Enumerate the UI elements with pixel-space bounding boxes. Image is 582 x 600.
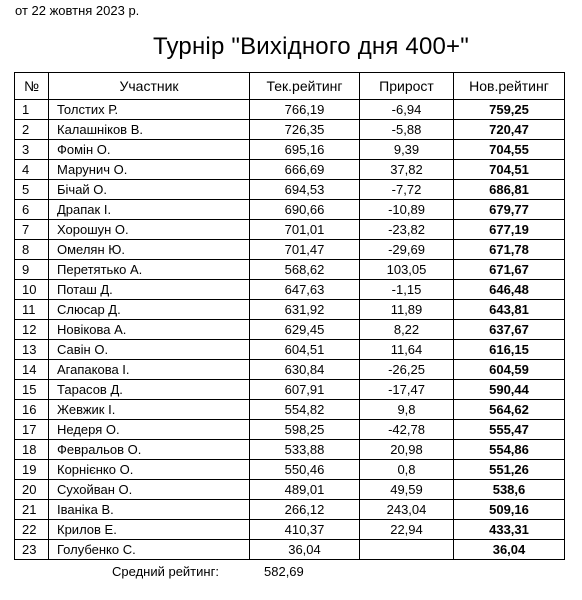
cell-increase: -26,25 [360,360,454,380]
cell-current-rating: 630,84 [250,360,360,380]
cell-current-rating: 36,04 [250,540,360,560]
cell-new-rating: 677,19 [454,220,565,240]
cell-current-rating: 554,82 [250,400,360,420]
table-row [15,160,565,180]
cell-increase: 243,04 [360,500,454,520]
cell-current-rating: 647,63 [250,280,360,300]
cell-number: 18 [15,440,49,460]
cell-participant: Іваніка В. [49,500,250,520]
cell-current-rating: 604,51 [250,340,360,360]
table-row [15,120,565,140]
cell-increase: 22,94 [360,520,454,540]
cell-participant: Драпак І. [49,200,250,220]
cell-increase: 37,82 [360,160,454,180]
cell-participant: Тарасов Д. [49,380,250,400]
cell-participant: Сухойван О. [49,480,250,500]
cell-current-rating: 701,47 [250,240,360,260]
table-row [15,400,565,420]
cell-new-rating: 590,44 [454,380,565,400]
cell-participant: Февральов О. [49,440,250,460]
cell-new-rating: 686,81 [454,180,565,200]
table-row [15,360,565,380]
table-row [15,480,565,500]
average-rating-label: Средний рейтинг: [112,564,219,579]
cell-number: 7 [15,220,49,240]
cell-current-rating: 690,66 [250,200,360,220]
cell-increase: 9,8 [360,400,454,420]
cell-participant: Недеря О. [49,420,250,440]
cell-new-rating: 36,04 [454,540,565,560]
cell-new-rating: 759,25 [454,100,565,120]
table-row [15,240,565,260]
cell-increase: 11,89 [360,300,454,320]
cell-current-rating: 666,69 [250,160,360,180]
table-row [15,440,565,460]
cell-new-rating: 554,86 [454,440,565,460]
cell-current-rating: 533,88 [250,440,360,460]
table-row [15,340,565,360]
column-header-participant: Участник [49,73,250,100]
column-header-number: № [15,73,49,100]
cell-current-rating: 550,46 [250,460,360,480]
cell-new-rating: 637,67 [454,320,565,340]
table-body [15,100,565,560]
cell-participant: Голубенко С. [49,540,250,560]
cell-participant: Агапакова І. [49,360,250,380]
cell-number: 21 [15,500,49,520]
cell-participant: Новікова А. [49,320,250,340]
cell-increase: -5,88 [360,120,454,140]
cell-participant: Слюсар Д. [49,300,250,320]
cell-current-rating: 489,01 [250,480,360,500]
cell-current-rating: 726,35 [250,120,360,140]
cell-current-rating: 766,19 [250,100,360,120]
cell-participant: Перетятько А. [49,260,250,280]
cell-number: 1 [15,100,49,120]
table-row [15,100,565,120]
cell-number: 10 [15,280,49,300]
cell-new-rating: 564,62 [454,400,565,420]
cell-new-rating: 720,47 [454,120,565,140]
cell-increase: 9,39 [360,140,454,160]
table-row [15,520,565,540]
cell-number: 6 [15,200,49,220]
table-row [15,200,565,220]
cell-number: 5 [15,180,49,200]
column-header-increase: Прирост [360,73,454,100]
cell-increase: -23,82 [360,220,454,240]
cell-increase: -1,15 [360,280,454,300]
table-row [15,500,565,520]
cell-new-rating: 604,59 [454,360,565,380]
cell-participant: Фомін О. [49,140,250,160]
tournament-title: Турнір "Вихідного дня 400+" [152,33,469,60]
table-row [15,300,565,320]
cell-new-rating: 509,16 [454,500,565,520]
cell-new-rating: 671,67 [454,260,565,280]
average-rating-value: 582,69 [264,564,304,579]
cell-number: 20 [15,480,49,500]
cell-number: 9 [15,260,49,280]
cell-new-rating: 671,78 [454,240,565,260]
cell-current-rating: 410,37 [250,520,360,540]
cell-new-rating: 551,26 [454,460,565,480]
cell-current-rating: 695,16 [250,140,360,160]
report-date: от 22 жовтня 2023 р. [15,3,140,18]
cell-increase: 0,8 [360,460,454,480]
cell-current-rating: 701,01 [250,220,360,240]
cell-new-rating: 555,47 [454,420,565,440]
cell-increase: 20,98 [360,440,454,460]
table-row [15,180,565,200]
cell-participant: Марунич О. [49,160,250,180]
cell-number: 8 [15,240,49,260]
table-row [15,380,565,400]
cell-number: 17 [15,420,49,440]
cell-participant: Крилов Е. [49,520,250,540]
table-row [15,460,565,480]
cell-number: 23 [15,540,49,560]
cell-current-rating: 694,53 [250,180,360,200]
cell-increase: 49,59 [360,480,454,500]
cell-increase [360,540,454,560]
cell-participant: Омелян Ю. [49,240,250,260]
table-row [15,320,565,340]
cell-participant: Савін О. [49,340,250,360]
cell-increase: 103,05 [360,260,454,280]
cell-increase: -7,72 [360,180,454,200]
table-row [15,420,565,440]
cell-increase: 8,22 [360,320,454,340]
cell-current-rating: 607,91 [250,380,360,400]
column-header-new-rating: Нов.рейтинг [454,73,565,100]
cell-number: 15 [15,380,49,400]
cell-increase: -42,78 [360,420,454,440]
cell-participant: Толстих Р. [49,100,250,120]
cell-number: 16 [15,400,49,420]
cell-increase: 11,64 [360,340,454,360]
cell-current-rating: 631,92 [250,300,360,320]
cell-number: 22 [15,520,49,540]
cell-participant: Жевжик І. [49,400,250,420]
cell-number: 19 [15,460,49,480]
cell-current-rating: 568,62 [250,260,360,280]
table-row [15,260,565,280]
cell-participant: Корнієнко О. [49,460,250,480]
table-row [15,540,565,560]
cell-new-rating: 616,15 [454,340,565,360]
cell-new-rating: 643,81 [454,300,565,320]
rating-table [14,72,565,560]
cell-participant: Поташ Д. [49,280,250,300]
table-header-row [15,73,565,100]
cell-participant: Бічай О. [49,180,250,200]
table-row [15,220,565,240]
cell-new-rating: 704,51 [454,160,565,180]
cell-number: 13 [15,340,49,360]
column-header-current-rating: Тек.рейтинг [250,73,360,100]
table-row [15,140,565,160]
cell-new-rating: 538,6 [454,480,565,500]
cell-increase: -29,69 [360,240,454,260]
table-row [15,280,565,300]
cell-increase: -17,47 [360,380,454,400]
cell-number: 14 [15,360,49,380]
cell-number: 11 [15,300,49,320]
cell-new-rating: 433,31 [454,520,565,540]
cell-current-rating: 266,12 [250,500,360,520]
cell-current-rating: 629,45 [250,320,360,340]
cell-increase: -10,89 [360,200,454,220]
cell-current-rating: 598,25 [250,420,360,440]
cell-number: 12 [15,320,49,340]
cell-increase: -6,94 [360,100,454,120]
cell-number: 3 [15,140,49,160]
cell-new-rating: 679,77 [454,200,565,220]
cell-number: 4 [15,160,49,180]
cell-new-rating: 646,48 [454,280,565,300]
cell-participant: Калашніков В. [49,120,250,140]
cell-participant: Хорошун О. [49,220,250,240]
cell-new-rating: 704,55 [454,140,565,160]
cell-number: 2 [15,120,49,140]
